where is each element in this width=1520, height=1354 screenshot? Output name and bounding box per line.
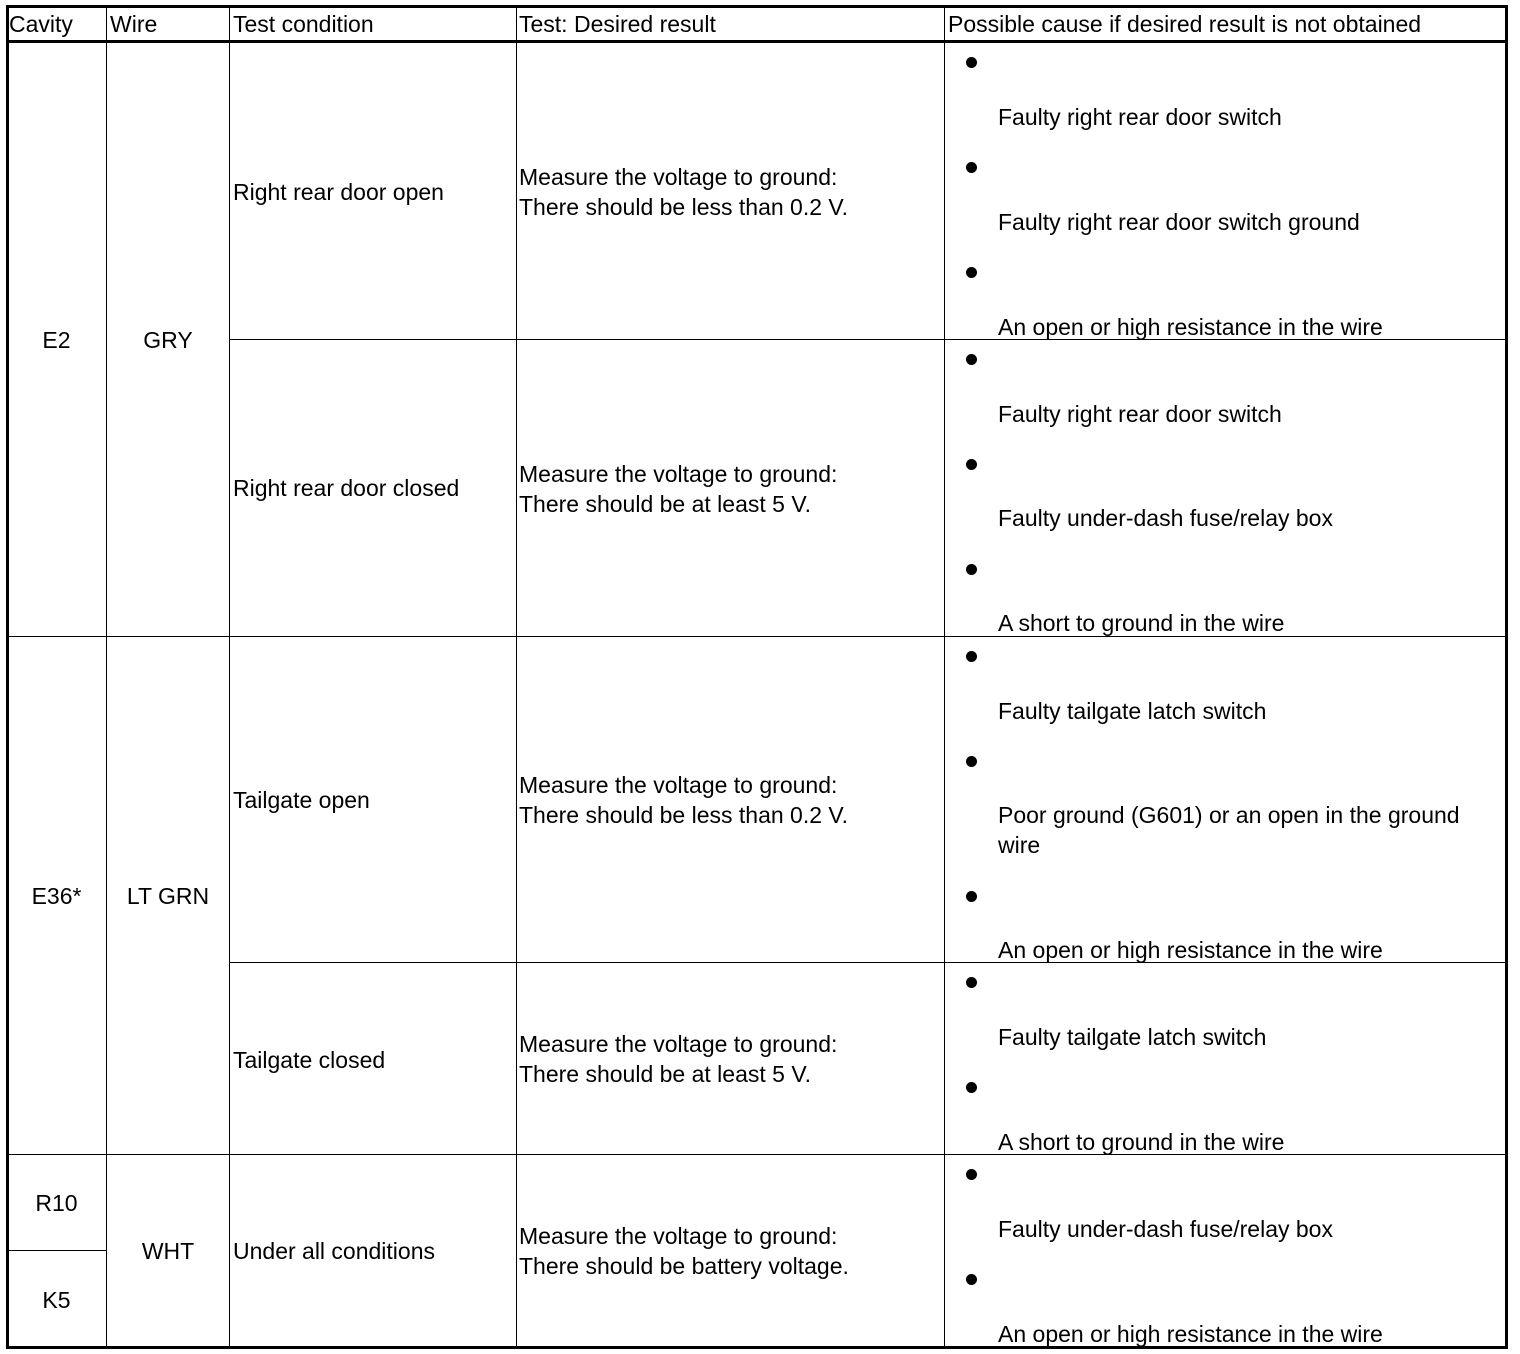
cause-item: Faulty tailgate latch switch	[998, 1024, 1267, 1050]
bullet-icon	[966, 1082, 977, 1093]
cause-item: A short to ground in the wire	[998, 1129, 1285, 1155]
test-condition-cell: Right rear door open	[233, 179, 444, 205]
cavity-cell: E2	[42, 327, 71, 353]
bullet-icon	[966, 564, 977, 575]
desired-result-line: Measure the voltage to ground:	[519, 1031, 838, 1057]
cavity-cell: E36*	[31, 883, 82, 909]
bullet-icon	[966, 459, 977, 470]
bullet-icon	[966, 1169, 977, 1180]
wire-cell: WHT	[141, 1238, 195, 1264]
header-test-condition: Test condition	[233, 11, 374, 37]
header-cavity: Cavity	[9, 11, 73, 37]
bullet-icon	[966, 267, 977, 278]
column-divider	[944, 5, 945, 1346]
desired-result-line: There should be less than 0.2 V.	[519, 802, 849, 828]
cause-item: Faulty tailgate latch switch	[998, 698, 1267, 724]
column-divider	[516, 5, 517, 1346]
desired-result-line: Measure the voltage to ground:	[519, 772, 838, 798]
cause-item: Poor ground (G601) or an open in the ground wire	[998, 802, 1460, 858]
bullet-icon	[966, 162, 977, 173]
cause-item: A short to ground in the wire	[998, 610, 1285, 636]
cavity-cell: R10	[35, 1190, 78, 1216]
header-desired-result: Test: Desired result	[519, 11, 716, 37]
test-condition-cell: Tailgate open	[233, 787, 370, 813]
test-condition-cell: Tailgate closed	[233, 1047, 386, 1073]
desired-result-line: Measure the voltage to ground:	[519, 164, 838, 190]
cause-item: Faulty under-dash fuse/relay box	[998, 505, 1333, 531]
bullet-icon	[966, 651, 977, 662]
cause-item: An open or high resistance in the wire	[998, 1321, 1383, 1347]
cavity-divider	[6, 1250, 107, 1251]
column-divider	[229, 5, 230, 1346]
header-possible-cause: Possible cause if desired result is not obtained	[948, 11, 1422, 37]
desired-result-line: There should be less than 0.2 V.	[519, 194, 849, 220]
desired-result-line: There should be at least 5 V.	[519, 491, 811, 517]
test-condition-cell: Under all conditions	[233, 1238, 436, 1264]
desired-result-line: There should be at least 5 V.	[519, 1061, 811, 1087]
bullet-icon	[966, 354, 977, 365]
bullet-icon	[966, 57, 977, 68]
cause-item: Faulty right rear door switch ground	[998, 209, 1360, 235]
bullet-icon	[966, 1274, 977, 1285]
desired-result-line: Measure the voltage to ground:	[519, 461, 838, 487]
column-divider	[106, 5, 107, 1346]
bullet-icon	[966, 891, 977, 902]
cause-item: Faulty right rear door switch	[998, 104, 1282, 130]
cause-item: An open or high resistance in the wire	[998, 937, 1383, 963]
wire-cell: GRY	[143, 327, 193, 353]
bullet-icon	[966, 756, 977, 767]
bullet-icon	[966, 977, 977, 988]
test-condition-cell: Right rear door closed	[233, 475, 460, 501]
header-wire: Wire	[110, 11, 158, 37]
desired-result-line: Measure the voltage to ground:	[519, 1223, 838, 1249]
header-divider	[6, 40, 1508, 43]
cavity-cell: K5	[42, 1287, 71, 1313]
wire-cell: LT GRN	[126, 883, 210, 909]
cause-item: An open or high resistance in the wire	[998, 314, 1383, 340]
cause-item: Faulty right rear door switch	[998, 401, 1282, 427]
desired-result-line: There should be battery voltage.	[519, 1253, 849, 1279]
cause-item: Faulty under-dash fuse/relay box	[998, 1216, 1333, 1242]
